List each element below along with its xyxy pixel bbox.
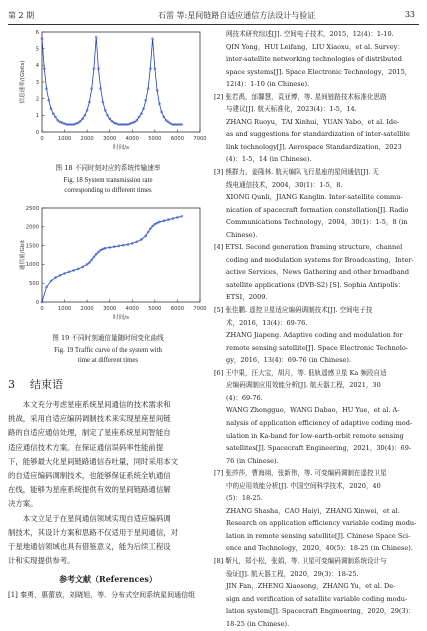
x-tick-label: 7000 bbox=[193, 306, 207, 312]
paragraph-line: 决方案。 bbox=[8, 499, 38, 509]
reference-line: satellite applications (DVB-S2) [S]. Sophia Antipolis： bbox=[226, 280, 405, 289]
figure-18-caption-cn: 图 18 不同时刻对应的系统传输速率 bbox=[55, 164, 161, 172]
y-tick-label: 2500 bbox=[25, 205, 39, 212]
reference-line: 18-25 (in Chinese). bbox=[226, 619, 290, 628]
reference-line: Research on application efficiency variable coding modu- bbox=[226, 519, 417, 528]
reference-entry-start: [5] 张佳鹏. 遥控卫星适应编码调制技术[J]. 空间电子技 bbox=[214, 306, 373, 315]
figure-19-caption-en-2: time at different times bbox=[77, 357, 139, 364]
reference-line: space systems[J]. Space Electronic Technology，2015， bbox=[226, 67, 412, 76]
reference-line: JIN Fan，ZHENG Xiaosong，ZHANG Yu，et al. De- bbox=[226, 582, 396, 591]
paragraph-line: 挑战，采用自适应编码调制技术来实现星座星间链 bbox=[8, 414, 171, 424]
series-line bbox=[42, 216, 182, 302]
paragraph-line: 下，能够最大化星间链路通信吞吐量，同时采用本文 bbox=[8, 456, 178, 466]
running-title: 石雷 等:星间链路自适应通信方法设计与验证 bbox=[158, 11, 316, 20]
x-tick-label: 0 bbox=[40, 306, 44, 312]
x-tick-label: 1000 bbox=[57, 136, 72, 142]
paragraph-line: 适应通信技术方案。在保证通信误码率性能前提 bbox=[8, 442, 164, 452]
reference-line: satellites[J]. Spacecraft Engineering，2021，30(4)：69- bbox=[226, 444, 412, 453]
reference-entry-start: [2] 张若禹，邰馨慧，袁亚博，等. 星间链路技术标准化思路 bbox=[214, 92, 387, 101]
figure-19-caption-cn: 图 19 不同时刻通信量随时间变化曲线 bbox=[52, 334, 164, 342]
y-tick-label: 6 bbox=[35, 29, 39, 36]
x-tick-label: 7000 bbox=[193, 136, 207, 142]
x-tick-label: 4000 bbox=[125, 306, 139, 312]
x-tick-label: 1000 bbox=[57, 306, 72, 312]
reference-line: (5)：18-25. bbox=[226, 494, 263, 503]
x-axis-label: 时间/s bbox=[113, 145, 129, 151]
section-title: 结束语 bbox=[30, 378, 63, 391]
x-tick-label: 3000 bbox=[103, 306, 117, 312]
x-tick-label: 5000 bbox=[148, 306, 162, 312]
reference-entry-start: [3] 熊群力，姜隆林. 航天编队飞行星座的星间通信[J]. 无 bbox=[214, 168, 379, 177]
reference-entry-start: [6] 王中果，汪大宝，胡月，等. 低轨遥感卫星 Ka 频段自适 bbox=[214, 368, 387, 377]
reference-line: inter-satellite networking technologies of distributed bbox=[226, 55, 402, 64]
reference-line: ulation in Ka-band for low-earth-orbit remote sensing bbox=[226, 431, 404, 440]
y-tick-label: 1500 bbox=[25, 243, 39, 250]
x-tick-label: 3000 bbox=[103, 136, 117, 142]
reference-line: Chinese). bbox=[226, 230, 258, 239]
reference-line: ETSI，2009. bbox=[226, 293, 268, 302]
reference-entry-start: [8] 靳凡，郑小松，张娟，等. 卫星可变编码调制系统设计与 bbox=[214, 556, 387, 565]
y-tick-label: 500 bbox=[29, 281, 39, 287]
paragraph-line: 制技术，其设计方案和思路不仅适用于星间通信，对 bbox=[8, 527, 178, 537]
reference-line: nication of spacecraft formation constellation[J]. Radio bbox=[226, 205, 409, 214]
reference-line: XIONG Qunli，JIANG Kanglin. Inter-satellite commu- bbox=[226, 193, 403, 202]
reference-line: ZHANG Ruoyu，TAI Xinhui，YUAN Yabo，et al. Ide- bbox=[226, 117, 400, 126]
reference-line: ZHANG Jiapeng. Adaptive coding and modulation for bbox=[226, 331, 403, 340]
reference-line: lation system[J]. Spacecraft Engineering，2020，29(3)： bbox=[226, 607, 415, 616]
conclusion-paragraph-2 bbox=[8, 512, 208, 569]
y-tick-label: 2000 bbox=[25, 224, 39, 231]
y-axis-label: 通信量/Gbit bbox=[20, 239, 26, 271]
reference-line: Communications Technology，2004，30(1)：1-5，8 (in bbox=[226, 218, 408, 227]
reference-line: QIN Yong，HUI Leifang，LIU Xiaoxu，et al. Survey： bbox=[226, 42, 404, 51]
y-tick-label: 1000 bbox=[25, 262, 39, 269]
paragraph-line: 计和实现提供参考。 bbox=[8, 556, 75, 566]
reference-line: remote sensing satellite[J]. Space Electronic Technolo- bbox=[226, 343, 408, 352]
reference-line: sign and verification of satellite variable coding modu- bbox=[226, 594, 408, 603]
reference-line: coding and modulation systems for Broadcasting，Inter- bbox=[226, 255, 414, 264]
reference-line: gy，2016，13(4)：69-76 (in Chinese). bbox=[226, 356, 351, 365]
reference-line: ence and Technology，2020，40(5)：18-25 (in Chinese). bbox=[226, 544, 413, 553]
x-tick-label: 6000 bbox=[170, 136, 185, 142]
reference-line: link technology[J]. Aerospace Standardization，2023 bbox=[226, 142, 402, 151]
figure-19-caption-en-1: Fig. 19 Traffic curve of the system with bbox=[54, 347, 162, 354]
y-tick-label: 1 bbox=[35, 113, 39, 120]
conclusion-paragraph-1 bbox=[8, 398, 208, 512]
reference-line: 中的应用效能分析[J]. 中国空间科学技术，2020，40 bbox=[226, 481, 381, 490]
paragraph-line: 在线，能够为星座系统提供有效的星间链路通信解 bbox=[8, 485, 171, 495]
reference-1-start: [1] 秦勇，惠蕾放，刘晓旭，等．分布式空间系统星间通信组 bbox=[8, 591, 196, 600]
reference-line: ZHANG Shasha，CAO Haiyi，ZHANG Xinwei，et al. bbox=[226, 506, 400, 515]
reference-line: 线电通信技术，2004，30(1)：1-5，8. bbox=[226, 180, 343, 189]
paragraph-line: 本文立足于在星间通信领域实现自适应编码调 bbox=[22, 513, 171, 523]
issue-number: 第 2 期 bbox=[8, 11, 35, 20]
figure-18 bbox=[8, 28, 208, 160]
y-tick-label: 3 bbox=[35, 79, 39, 86]
paragraph-line: 于星地通信领域也具有借鉴意义，能为后续工程设 bbox=[8, 542, 171, 552]
chart-traffic bbox=[8, 204, 208, 326]
reference-line: 与建议[J]. 航天标准化，2023(4)：1-5，14. bbox=[226, 105, 357, 114]
reference-line: (4)：1-5，14 (in Chinese). bbox=[226, 155, 312, 164]
chart-transmission-rate bbox=[8, 28, 208, 156]
reference-line: nalysis of application efficiency of adaptive coding mod- bbox=[226, 418, 413, 427]
plot-frame bbox=[42, 208, 200, 302]
x-tick-label: 2000 bbox=[80, 306, 94, 312]
paragraph-line: 本文充分考虑星座系统星间通信的技术需求和 bbox=[22, 400, 171, 409]
x-tick-label: 5000 bbox=[148, 136, 162, 142]
reference-line: 76 (in Chinese). bbox=[226, 456, 279, 465]
plot-frame bbox=[42, 32, 200, 132]
y-tick-label: 0 bbox=[35, 299, 39, 306]
right-column bbox=[214, 28, 420, 630]
reference-line: 验证[J]. 航天器工程，2020，29(3)：18-25. bbox=[226, 569, 359, 578]
y-tick-label: 0 bbox=[35, 129, 39, 136]
page-header bbox=[8, 6, 419, 22]
y-tick-label: 4 bbox=[35, 63, 39, 70]
reference-line: 术，2016，13(4)：69-76. bbox=[226, 318, 308, 327]
references-heading: 参考文献（References） bbox=[59, 574, 157, 585]
paragraph-line: 的自适应编码调制技术，也能够保证系统全轨通信 bbox=[8, 471, 171, 481]
reference-entry-start: [4] ETSI. Second generation framing structure，channel bbox=[214, 243, 403, 252]
reference-list bbox=[214, 28, 420, 630]
reference-line: 应编码调制应用效能分析[J]. 航天器工程，2021，30 bbox=[226, 381, 381, 390]
reference-line: active Services，News Gathering and other broadband bbox=[226, 268, 410, 277]
reference-line: lation in remote sensing satellite[J]. Chinese Space Sci- bbox=[226, 531, 411, 540]
figure-18-caption-en-1: Fig. 18 System transmission rate bbox=[63, 177, 153, 184]
x-tick-label: 0 bbox=[40, 136, 44, 142]
y-axis-label: 信息速率/(Gbits) bbox=[20, 60, 26, 104]
x-tick-label: 4000 bbox=[125, 136, 139, 142]
y-tick-label: 5 bbox=[35, 46, 39, 53]
figure-19 bbox=[8, 204, 208, 330]
reference-line: 网技术研究综述[J]. 空间电子技术，2015，12(4)：1-10. bbox=[226, 30, 394, 38]
x-tick-label: 2000 bbox=[80, 136, 94, 142]
left-column bbox=[8, 28, 208, 603]
figure-18-caption-en-2: corresponding to different times bbox=[64, 187, 152, 194]
reference-line: (4)：69-76. bbox=[226, 393, 263, 402]
reference-entry-start: [7] 张莎莎，曹海翊，张新伟，等. 可变编码调制在遥控卫星 bbox=[214, 469, 387, 478]
paragraph-line: 路的自适应通信处理，制定了星座系统星间智能自 bbox=[8, 428, 171, 438]
reference-line: WANG Zhongguo，WANG Dabao，HU Yue，et al. A- bbox=[226, 406, 400, 415]
x-axis-label: 时间/s bbox=[113, 315, 129, 321]
reference-line: as and suggestions for standardization of inter-satellite bbox=[226, 130, 410, 139]
section-heading bbox=[8, 376, 208, 392]
header-rule bbox=[8, 24, 419, 25]
reference-line: 12(4)：1-10 (in Chinese). bbox=[226, 80, 310, 89]
section-number: 3 bbox=[8, 378, 15, 391]
y-tick-label: 2 bbox=[35, 96, 39, 103]
page-number: 33 bbox=[404, 10, 415, 19]
x-tick-label: 6000 bbox=[170, 306, 185, 312]
